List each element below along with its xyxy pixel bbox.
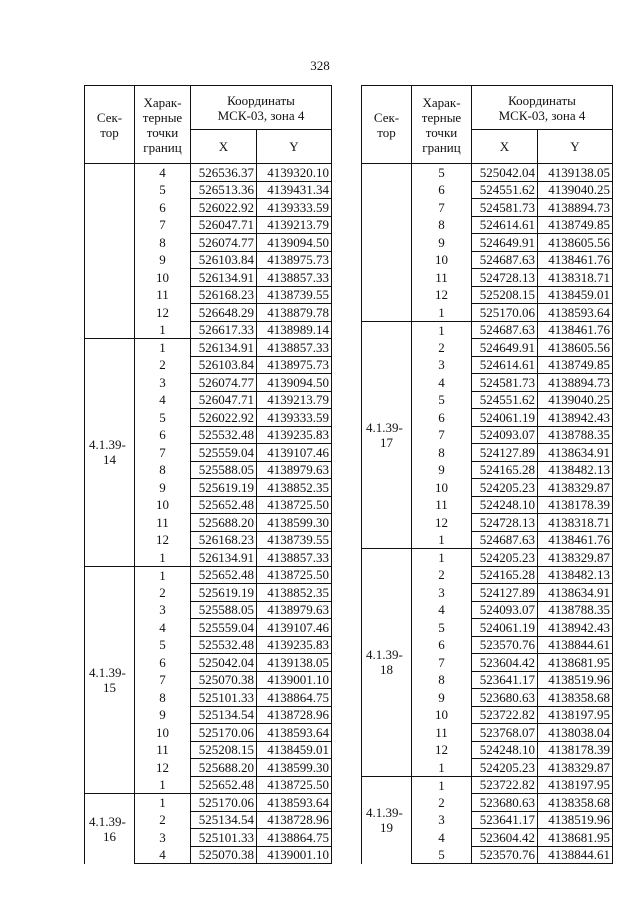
point-cell: 7 [412,654,472,672]
x-cell: 524248.10 [472,496,538,514]
y-cell: 4138979.63 [257,601,332,619]
x-cell: 526168.23 [191,531,257,549]
x-cell: 523680.63 [472,689,538,707]
header-x: X [191,130,257,164]
y-cell: 4139040.25 [538,391,613,409]
y-cell: 4138788.35 [538,426,613,444]
sector-cell: 4.1.39- 17 [362,321,412,549]
sector-cell [362,164,412,322]
x-cell: 524687.63 [472,531,538,549]
y-cell: 4139235.83 [257,426,332,444]
x-cell: 525134.54 [191,811,257,829]
point-cell: 3 [135,374,191,392]
x-cell: 524649.91 [472,339,538,357]
point-cell: 9 [135,706,191,724]
y-cell: 4138725.50 [257,496,332,514]
point-cell: 8 [412,671,472,689]
y-cell: 4138844.61 [538,636,613,654]
y-cell: 4138844.61 [538,846,613,864]
y-cell: 4138788.35 [538,601,613,619]
point-cell: 12 [412,514,472,532]
point-cell: 8 [412,444,472,462]
point-cell: 1 [412,531,472,549]
x-cell: 525688.20 [191,759,257,777]
point-cell: 4 [412,374,472,392]
point-cell: 5 [135,636,191,654]
y-cell: 4138599.30 [257,759,332,777]
page-number: 328 [310,58,330,73]
x-cell: 526168.23 [191,286,257,304]
y-cell: 4138593.64 [257,724,332,742]
y-cell: 4138728.96 [257,706,332,724]
x-cell: 526103.84 [191,251,257,269]
x-cell: 524614.61 [472,216,538,234]
x-cell: 524728.13 [472,269,538,287]
y-cell: 4138739.55 [257,286,332,304]
y-cell: 4138358.68 [538,689,613,707]
x-cell: 523680.63 [472,794,538,812]
point-cell: 6 [135,654,191,672]
y-cell: 4138857.33 [257,339,332,357]
table-row [362,549,613,567]
coordinates-table-right [361,85,613,864]
x-cell: 526134.91 [191,269,257,287]
x-cell: 525101.33 [191,689,257,707]
y-cell: 4139333.59 [257,199,332,217]
point-cell: 7 [135,671,191,689]
x-cell: 525559.04 [191,444,257,462]
header-point: Харак- терные точки границ [135,86,191,164]
x-cell: 524205.23 [472,479,538,497]
x-cell: 523722.82 [472,776,538,794]
table-row [85,566,332,584]
x-cell: 524551.62 [472,391,538,409]
y-cell: 4138329.87 [538,479,613,497]
y-cell: 4138894.73 [538,374,613,392]
table-row [362,321,613,339]
y-cell: 4139094.50 [257,234,332,252]
y-cell: 4138318.71 [538,269,613,287]
y-cell: 4138599.30 [257,514,332,532]
y-cell: 4138852.35 [257,479,332,497]
point-cell: 1 [135,321,191,339]
y-cell: 4138482.13 [538,461,613,479]
point-cell: 6 [412,636,472,654]
y-cell: 4139040.25 [538,181,613,199]
x-cell: 526074.77 [191,374,257,392]
x-cell: 525688.20 [191,514,257,532]
y-cell: 4138857.33 [257,549,332,567]
point-cell: 4 [135,846,191,864]
point-cell: 11 [412,269,472,287]
x-cell: 525070.38 [191,846,257,864]
y-cell: 4138593.64 [257,794,332,812]
y-cell: 4139107.46 [257,444,332,462]
y-cell: 4139320.10 [257,164,332,182]
x-cell: 526134.91 [191,549,257,567]
y-cell: 4138461.76 [538,531,613,549]
y-cell: 4138725.50 [257,776,332,794]
point-cell: 12 [135,531,191,549]
x-cell: 525170.06 [472,304,538,322]
point-cell: 10 [135,496,191,514]
point-cell: 1 [412,321,472,339]
x-cell: 526047.71 [191,391,257,409]
x-cell: 523768.07 [472,724,538,742]
y-cell: 4138942.43 [538,619,613,637]
x-cell: 525588.05 [191,461,257,479]
y-cell: 4138852.35 [257,584,332,602]
x-cell: 526617.33 [191,321,257,339]
x-cell: 526022.92 [191,409,257,427]
x-cell: 525134.54 [191,706,257,724]
point-cell: 11 [412,724,472,742]
x-cell: 525101.33 [191,829,257,847]
header-sector: Сек- тор [362,86,412,164]
y-cell: 4138864.75 [257,829,332,847]
point-cell: 2 [135,811,191,829]
point-cell: 11 [412,496,472,514]
x-cell: 524687.63 [472,251,538,269]
y-cell: 4138749.85 [538,356,613,374]
point-cell: 5 [412,846,472,864]
point-cell: 8 [412,216,472,234]
x-cell: 525559.04 [191,619,257,637]
x-cell: 526648.29 [191,304,257,322]
header-y: Y [538,130,613,164]
table-body-left [85,164,332,864]
y-cell: 4138634.91 [538,584,613,602]
table-body-right [362,164,613,864]
x-cell: 523570.76 [472,846,538,864]
table-row [85,164,332,182]
sector-cell: 4.1.39- 16 [85,794,135,864]
point-cell: 5 [135,181,191,199]
y-cell: 4138459.01 [257,741,332,759]
point-cell: 8 [135,461,191,479]
x-cell: 524165.28 [472,566,538,584]
header-y: Y [257,130,332,164]
x-cell: 524728.13 [472,514,538,532]
y-cell: 4138894.73 [538,199,613,217]
point-cell: 5 [412,619,472,637]
y-cell: 4138864.75 [257,689,332,707]
y-cell: 4139333.59 [257,409,332,427]
point-cell: 6 [135,426,191,444]
y-cell: 4138634.91 [538,444,613,462]
point-cell: 1 [412,776,472,794]
x-cell: 525042.04 [472,164,538,182]
x-cell: 524093.07 [472,601,538,619]
x-cell: 526513.36 [191,181,257,199]
point-cell: 7 [135,444,191,462]
point-cell: 11 [135,286,191,304]
x-cell: 523604.42 [472,829,538,847]
point-cell: 7 [135,216,191,234]
x-cell: 524581.73 [472,199,538,217]
point-cell: 3 [412,811,472,829]
x-cell: 523570.76 [472,636,538,654]
point-cell: 10 [135,269,191,287]
point-cell: 5 [412,164,472,182]
header-point: Харак- терные точки границ [412,86,472,164]
x-cell: 525619.19 [191,479,257,497]
point-cell: 11 [135,514,191,532]
point-cell: 9 [135,251,191,269]
x-cell: 524687.63 [472,321,538,339]
x-cell: 525170.06 [191,724,257,742]
y-cell: 4138482.13 [538,566,613,584]
point-cell: 1 [135,566,191,584]
x-cell: 524205.23 [472,549,538,567]
point-cell: 10 [412,706,472,724]
x-cell: 524165.28 [472,461,538,479]
point-cell: 6 [412,181,472,199]
x-cell: 526047.71 [191,216,257,234]
y-cell: 4138358.68 [538,794,613,812]
x-cell: 525170.06 [191,794,257,812]
x-cell: 524581.73 [472,374,538,392]
x-cell: 523604.42 [472,654,538,672]
x-cell: 523641.17 [472,671,538,689]
y-cell: 4138857.33 [257,269,332,287]
y-cell: 4139094.50 [257,374,332,392]
y-cell: 4139138.05 [257,654,332,672]
point-cell: 1 [412,304,472,322]
x-cell: 525619.19 [191,584,257,602]
point-cell: 12 [135,304,191,322]
header-sector: Сек- тор [85,86,135,164]
x-cell: 524205.23 [472,759,538,777]
point-cell: 2 [412,566,472,584]
y-cell: 4139001.10 [257,671,332,689]
header-x: X [472,130,538,164]
point-cell: 2 [412,339,472,357]
x-cell: 525042.04 [191,654,257,672]
point-cell: 9 [412,461,472,479]
point-cell: 4 [135,164,191,182]
y-cell: 4138038.04 [538,724,613,742]
y-cell: 4138605.56 [538,234,613,252]
point-cell: 2 [135,356,191,374]
y-cell: 4138975.73 [257,251,332,269]
point-cell: 12 [135,759,191,777]
sector-cell: 4.1.39- 18 [362,549,412,777]
point-cell: 3 [135,829,191,847]
point-cell: 4 [412,829,472,847]
x-cell: 523641.17 [472,811,538,829]
header-coords: Координаты МСК-03, зона 4 [472,86,613,130]
x-cell: 526536.37 [191,164,257,182]
coordinates-table-left [84,85,332,864]
point-cell: 8 [135,689,191,707]
x-cell: 524248.10 [472,741,538,759]
table-row [85,339,332,357]
sector-cell: 4.1.39- 14 [85,339,135,567]
point-cell: 4 [135,391,191,409]
y-cell: 4139001.10 [257,846,332,864]
point-cell: 10 [135,724,191,742]
point-cell: 2 [412,794,472,812]
point-cell: 1 [135,549,191,567]
y-cell: 4138593.64 [538,304,613,322]
y-cell: 4138178.39 [538,741,613,759]
point-cell: 7 [412,426,472,444]
point-cell: 1 [135,794,191,812]
table-row [362,164,613,182]
y-cell: 4138728.96 [257,811,332,829]
y-cell: 4139107.46 [257,619,332,637]
y-cell: 4138989.14 [257,321,332,339]
y-cell: 4138197.95 [538,706,613,724]
y-cell: 4138681.95 [538,654,613,672]
x-cell: 525652.48 [191,566,257,584]
x-cell: 524551.62 [472,181,538,199]
point-cell: 5 [135,409,191,427]
point-cell: 6 [135,199,191,217]
y-cell: 4138605.56 [538,339,613,357]
x-cell: 526022.92 [191,199,257,217]
point-cell: 4 [412,601,472,619]
point-cell: 7 [412,199,472,217]
x-cell: 526074.77 [191,234,257,252]
x-cell: 525532.48 [191,426,257,444]
x-cell: 526134.91 [191,339,257,357]
point-cell: 1 [135,339,191,357]
x-cell: 523722.82 [472,706,538,724]
x-cell: 525532.48 [191,636,257,654]
point-cell: 3 [412,584,472,602]
header-coords: Координаты МСК-03, зона 4 [191,86,332,130]
x-cell: 525588.05 [191,601,257,619]
x-cell: 524614.61 [472,356,538,374]
point-cell: 3 [135,601,191,619]
sector-cell [85,164,135,339]
point-cell: 6 [412,409,472,427]
point-cell: 4 [135,619,191,637]
y-cell: 4138329.87 [538,759,613,777]
x-cell: 524127.89 [472,444,538,462]
x-cell: 525070.38 [191,671,257,689]
sector-cell: 4.1.39- 19 [362,776,412,864]
point-cell: 10 [412,479,472,497]
y-cell: 4138979.63 [257,461,332,479]
y-cell: 4139213.79 [257,391,332,409]
y-cell: 4138725.50 [257,566,332,584]
point-cell: 9 [412,234,472,252]
y-cell: 4138461.76 [538,321,613,339]
x-cell: 525208.15 [191,741,257,759]
x-cell: 524093.07 [472,426,538,444]
point-cell: 12 [412,286,472,304]
point-cell: 5 [412,391,472,409]
x-cell: 524061.19 [472,409,538,427]
table-row [85,794,332,812]
y-cell: 4139138.05 [538,164,613,182]
point-cell: 9 [135,479,191,497]
table-row [362,776,613,794]
y-cell: 4138461.76 [538,251,613,269]
x-cell: 526103.84 [191,356,257,374]
point-cell: 9 [412,689,472,707]
x-cell: 525652.48 [191,776,257,794]
point-cell: 1 [412,549,472,567]
y-cell: 4139431.34 [257,181,332,199]
y-cell: 4138681.95 [538,829,613,847]
y-cell: 4138459.01 [538,286,613,304]
y-cell: 4138879.78 [257,304,332,322]
y-cell: 4138197.95 [538,776,613,794]
point-cell: 12 [412,741,472,759]
y-cell: 4138739.55 [257,531,332,549]
x-cell: 524127.89 [472,584,538,602]
point-cell: 1 [412,759,472,777]
point-cell: 1 [135,776,191,794]
y-cell: 4138178.39 [538,496,613,514]
point-cell: 8 [135,234,191,252]
y-cell: 4138749.85 [538,216,613,234]
point-cell: 3 [412,356,472,374]
y-cell: 4139235.83 [257,636,332,654]
y-cell: 4138519.96 [538,811,613,829]
y-cell: 4138318.71 [538,514,613,532]
x-cell: 524649.91 [472,234,538,252]
y-cell: 4138975.73 [257,356,332,374]
sector-cell: 4.1.39- 15 [85,566,135,794]
point-cell: 10 [412,251,472,269]
y-cell: 4138329.87 [538,549,613,567]
x-cell: 525208.15 [472,286,538,304]
x-cell: 524061.19 [472,619,538,637]
y-cell: 4139213.79 [257,216,332,234]
point-cell: 2 [135,584,191,602]
y-cell: 4138942.43 [538,409,613,427]
point-cell: 11 [135,741,191,759]
x-cell: 525652.48 [191,496,257,514]
y-cell: 4138519.96 [538,671,613,689]
